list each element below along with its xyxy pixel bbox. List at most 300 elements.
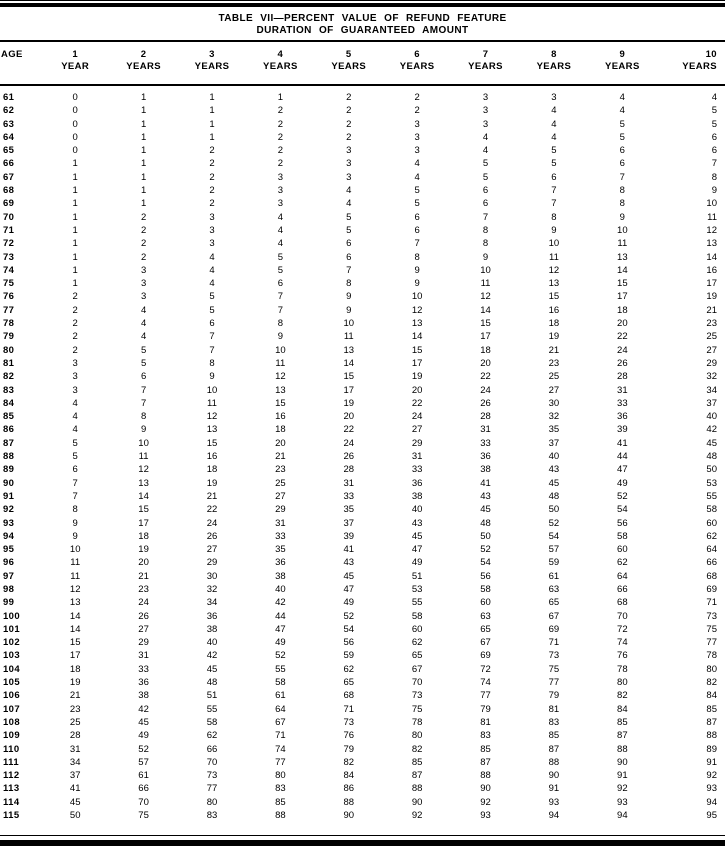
value-cell: 2	[414, 92, 420, 103]
value-cell: 2	[140, 224, 147, 236]
value-cell: 31	[617, 384, 628, 396]
table-row	[0, 357, 725, 370]
age-cell: 80	[3, 344, 15, 356]
value-cell: 69	[480, 650, 491, 662]
value-cell: 19	[206, 477, 218, 489]
age-cell: 67	[3, 171, 15, 183]
column-number-label: 8	[551, 49, 557, 60]
value-cell: 0	[72, 92, 78, 103]
value-cell: 17	[69, 650, 81, 662]
value-cell: 67	[275, 716, 286, 728]
value-cell: 77	[480, 690, 491, 702]
value-cell: 11	[138, 451, 149, 463]
value-cell: 5	[619, 118, 625, 130]
value-cell: 52	[548, 517, 560, 529]
value-cell: 36	[275, 557, 286, 569]
value-cell: 87	[706, 716, 717, 728]
value-cell: 1	[72, 224, 78, 236]
value-cell: 10	[548, 238, 560, 250]
age-cell: 88	[3, 451, 15, 463]
value-cell: 5	[414, 198, 420, 210]
value-cell: 3	[209, 238, 215, 250]
value-cell: 80	[706, 663, 717, 675]
value-cell: 2	[346, 105, 352, 117]
value-cell: 72	[480, 663, 491, 675]
value-cell: 7	[346, 264, 352, 276]
value-cell: 30	[206, 570, 218, 582]
table-row	[0, 104, 725, 117]
value-cell: 5	[72, 451, 78, 463]
value-cell: 15	[411, 344, 423, 356]
value-cell: 43	[411, 517, 423, 529]
table-row	[0, 317, 725, 330]
value-cell: 38	[275, 570, 286, 582]
value-cell: 29	[411, 437, 423, 449]
value-cell: 48	[480, 517, 491, 529]
table-row	[0, 384, 725, 397]
table-row	[0, 769, 725, 782]
value-cell: 85	[275, 796, 286, 808]
value-cell: 3	[140, 291, 147, 303]
value-cell: 13	[275, 384, 286, 396]
value-cell: 4	[140, 318, 147, 330]
age-cell: 106	[3, 690, 21, 702]
value-cell: 71	[343, 703, 355, 715]
value-cell: 7	[551, 185, 557, 197]
value-cell: 47	[617, 464, 628, 476]
table-row	[0, 290, 725, 303]
value-cell: 19	[69, 677, 81, 689]
age-cell: 83	[3, 384, 15, 396]
value-cell: 15	[69, 637, 81, 649]
value-cell: 58	[617, 530, 628, 542]
column-number-label: 9	[619, 49, 626, 60]
table-header	[0, 41, 725, 85]
value-cell: 9	[140, 424, 147, 436]
value-cell: 33	[275, 530, 286, 542]
value-cell: 2	[209, 171, 215, 183]
value-cell: 28	[69, 730, 81, 742]
value-cell: 33	[411, 464, 423, 476]
value-cell: 24	[343, 437, 355, 449]
value-cell: 56	[343, 637, 355, 649]
value-cell: 15	[617, 278, 628, 290]
value-cell: 4	[482, 131, 489, 143]
value-cell: 21	[138, 570, 149, 582]
value-cell: 17	[343, 384, 355, 396]
value-cell: 4	[72, 411, 78, 423]
value-cell: 33	[138, 663, 149, 675]
value-cell: 34	[706, 384, 717, 396]
value-cell: 4	[414, 171, 420, 183]
age-cell: 70	[3, 211, 15, 223]
value-cell: 0	[72, 118, 78, 130]
value-cell: 3	[482, 118, 489, 130]
value-cell: 70	[138, 796, 149, 808]
value-cell: 24	[138, 597, 149, 609]
value-cell: 52	[617, 490, 628, 502]
value-cell: 16	[206, 451, 218, 463]
value-cell: 5	[346, 211, 352, 223]
value-cell: 3	[277, 198, 284, 210]
column-unit-label: YEARS	[126, 61, 161, 72]
value-cell: 70	[411, 677, 423, 689]
value-cell: 71	[706, 597, 717, 609]
value-cell: 14	[343, 357, 355, 369]
table-row	[0, 517, 725, 530]
value-cell: 3	[277, 171, 284, 183]
value-cell: 6	[346, 238, 352, 250]
value-cell: 36	[138, 677, 149, 689]
value-cell: 5	[346, 224, 352, 236]
table-row	[0, 85, 725, 104]
value-cell: 10	[617, 224, 628, 236]
value-cell: 31	[343, 477, 355, 489]
value-cell: 10	[206, 384, 218, 396]
table-row	[0, 171, 725, 184]
value-cell: 6	[72, 464, 78, 476]
age-cell: 66	[3, 158, 15, 170]
value-cell: 21	[706, 304, 717, 316]
value-cell: 17	[480, 331, 491, 343]
value-cell: 2	[277, 118, 284, 130]
refund-value-table	[0, 40, 725, 822]
value-cell: 17	[617, 291, 628, 303]
value-cell: 38	[206, 623, 218, 635]
value-cell: 1	[140, 118, 147, 130]
value-cell: 4	[209, 251, 215, 263]
value-cell: 20	[411, 384, 423, 396]
value-cell: 19	[138, 544, 149, 556]
value-cell: 6	[711, 145, 717, 157]
age-cell: 68	[3, 185, 15, 197]
table-row	[0, 610, 725, 623]
value-cell: 47	[343, 583, 355, 595]
value-cell: 73	[411, 690, 423, 702]
top-thin-rule	[0, 0, 725, 1]
value-cell: 3	[72, 371, 78, 383]
value-cell: 1	[72, 238, 78, 250]
value-cell: 67	[480, 637, 491, 649]
table-row	[0, 304, 725, 317]
table-row	[0, 583, 725, 596]
year-column-header	[246, 41, 314, 85]
value-cell: 3	[551, 92, 557, 103]
value-cell: 49	[617, 477, 628, 489]
value-cell: 13	[548, 278, 560, 290]
table-row	[0, 410, 725, 423]
value-cell: 22	[343, 424, 355, 436]
column-unit-label: YEAR	[61, 61, 90, 72]
age-cell: 85	[3, 411, 15, 423]
value-cell: 2	[209, 158, 215, 170]
value-cell: 87	[411, 770, 423, 782]
value-cell: 66	[706, 557, 717, 569]
value-cell: 15	[480, 318, 491, 330]
value-cell: 80	[411, 730, 423, 742]
table-row	[0, 463, 725, 476]
table-row	[0, 743, 725, 756]
value-cell: 6	[209, 318, 215, 330]
age-cell: 102	[3, 637, 21, 649]
value-cell: 3	[209, 224, 215, 236]
value-cell: 58	[480, 583, 491, 595]
value-cell: 37	[343, 517, 355, 529]
value-cell: 3	[346, 158, 352, 170]
table-row	[0, 556, 725, 569]
value-cell: 45	[206, 663, 218, 675]
value-cell: 79	[343, 743, 355, 755]
value-cell: 21	[69, 690, 81, 702]
value-cell: 24	[617, 344, 628, 356]
value-cell: 8	[482, 224, 489, 236]
value-cell: 1	[72, 278, 78, 290]
value-cell: 38	[411, 490, 423, 502]
value-cell: 25	[706, 331, 717, 343]
age-cell: 64	[3, 131, 15, 143]
value-cell: 13	[411, 318, 423, 330]
value-cell: 35	[275, 544, 286, 556]
value-cell: 49	[275, 637, 286, 649]
value-cell: 47	[411, 544, 423, 556]
value-cell: 77	[206, 783, 218, 795]
value-cell: 60	[617, 544, 628, 556]
value-cell: 8	[619, 198, 625, 210]
value-cell: 55	[275, 663, 286, 675]
value-cell: 61	[138, 770, 149, 782]
value-cell: 9	[346, 304, 352, 316]
value-cell: 31	[69, 743, 81, 755]
value-cell: 6	[277, 278, 284, 290]
value-cell: 29	[206, 557, 218, 569]
value-cell: 52	[480, 544, 491, 556]
value-cell: 18	[617, 304, 628, 316]
value-cell: 75	[138, 810, 149, 822]
value-cell: 90	[480, 783, 491, 795]
value-cell: 51	[206, 690, 218, 702]
year-column-header	[178, 41, 246, 85]
value-cell: 83	[275, 783, 286, 795]
value-cell: 62	[206, 730, 218, 742]
value-cell: 67	[548, 610, 560, 622]
value-cell: 19	[343, 397, 355, 409]
value-cell: 69	[706, 583, 717, 595]
year-column-header	[451, 41, 519, 85]
value-cell: 6	[482, 198, 489, 210]
value-cell: 36	[617, 411, 628, 423]
value-cell: 15	[138, 504, 149, 516]
value-cell: 3	[414, 131, 420, 143]
value-cell: 1	[72, 185, 78, 197]
age-cell: 110	[3, 743, 20, 755]
value-cell: 45	[548, 477, 560, 489]
value-cell: 3	[414, 145, 420, 157]
column-number-label: 2	[140, 49, 147, 60]
value-cell: 2	[72, 304, 78, 316]
table-row	[0, 144, 725, 157]
value-cell: 88	[411, 783, 423, 795]
table-row	[0, 370, 725, 383]
value-cell: 50	[548, 504, 560, 516]
value-cell: 45	[343, 570, 355, 582]
value-cell: 11	[480, 278, 491, 290]
value-cell: 44	[617, 451, 628, 463]
value-cell: 93	[617, 796, 628, 808]
age-cell: 90	[3, 477, 15, 489]
value-cell: 50	[69, 810, 81, 822]
age-cell: 74	[3, 264, 15, 276]
value-cell: 90	[343, 810, 355, 822]
value-cell: 87	[617, 730, 628, 742]
value-cell: 6	[619, 158, 625, 170]
value-cell: 35	[343, 504, 355, 516]
value-cell: 6	[414, 211, 420, 223]
value-cell: 4	[414, 158, 420, 170]
value-cell: 2	[346, 118, 352, 130]
table-row	[0, 689, 725, 702]
age-cell: 86	[3, 424, 15, 436]
value-cell: 5	[277, 251, 284, 263]
value-cell: 3	[209, 211, 215, 223]
value-cell: 17	[138, 517, 149, 529]
value-cell: 63	[548, 583, 560, 595]
value-cell: 69	[548, 623, 560, 635]
value-cell: 78	[411, 716, 423, 728]
value-cell: 4	[140, 304, 147, 316]
value-cell: 18	[206, 464, 218, 476]
value-cell: 93	[480, 810, 491, 822]
value-cell: 5	[482, 171, 489, 183]
value-cell: 5	[482, 158, 489, 170]
value-cell: 9	[414, 278, 420, 290]
value-cell: 71	[548, 637, 560, 649]
value-cell: 9	[619, 211, 625, 223]
value-cell: 68	[343, 690, 355, 702]
value-cell: 48	[206, 677, 218, 689]
value-cell: 5	[551, 158, 557, 170]
table-row	[0, 251, 725, 264]
value-cell: 82	[617, 690, 628, 702]
column-number-label: 5	[345, 49, 352, 60]
value-cell: 25	[69, 716, 81, 728]
value-cell: 5	[551, 145, 557, 157]
value-cell: 14	[480, 304, 491, 316]
value-cell: 36	[480, 451, 491, 463]
value-cell: 18	[548, 318, 560, 330]
value-cell: 8	[72, 504, 78, 516]
value-cell: 3	[346, 171, 352, 183]
value-cell: 27	[411, 424, 423, 436]
age-cell: 63	[3, 118, 15, 130]
value-cell: 76	[617, 650, 628, 662]
value-cell: 37	[548, 437, 560, 449]
value-cell: 36	[411, 477, 423, 489]
value-cell: 80	[206, 796, 218, 808]
value-cell: 5	[277, 264, 284, 276]
age-cell: 78	[3, 318, 15, 330]
value-cell: 1	[72, 211, 78, 223]
value-cell: 20	[343, 411, 355, 423]
value-cell: 86	[343, 783, 355, 795]
value-cell: 48	[706, 451, 717, 463]
value-cell: 22	[411, 397, 423, 409]
value-cell: 26	[480, 397, 491, 409]
age-cell: 81	[3, 357, 15, 369]
value-cell: 12	[69, 583, 81, 595]
value-cell: 79	[548, 690, 560, 702]
year-column-header	[657, 41, 725, 85]
value-cell: 1	[140, 198, 147, 210]
value-cell: 40	[411, 504, 423, 516]
column-unit-label: YEARS	[399, 61, 435, 72]
value-cell: 8	[346, 278, 352, 290]
value-cell: 7	[277, 291, 284, 303]
value-cell: 45	[69, 796, 81, 808]
age-cell: 92	[3, 504, 15, 516]
value-cell: 7	[140, 397, 147, 409]
value-cell: 85	[480, 743, 491, 755]
value-cell: 2	[277, 145, 284, 157]
value-cell: 2	[72, 318, 78, 330]
table-row	[0, 716, 725, 729]
value-cell: 2	[346, 131, 352, 143]
value-cell: 8	[209, 357, 215, 369]
age-cell: 61	[3, 92, 15, 103]
value-cell: 8	[711, 171, 717, 183]
value-cell: 88	[548, 756, 560, 768]
value-cell: 14	[138, 490, 149, 502]
value-cell: 1	[209, 92, 215, 103]
value-cell: 12	[548, 264, 560, 276]
value-cell: 66	[206, 743, 218, 755]
value-cell: 43	[343, 557, 355, 569]
value-cell: 20	[617, 318, 628, 330]
value-cell: 54	[617, 504, 628, 516]
value-cell: 59	[343, 650, 355, 662]
table-row	[0, 649, 725, 662]
value-cell: 15	[343, 371, 355, 383]
value-cell: 66	[138, 783, 149, 795]
value-cell: 12	[411, 304, 423, 316]
value-cell: 7	[711, 158, 717, 170]
value-cell: 65	[411, 650, 423, 662]
value-cell: 7	[72, 477, 78, 489]
value-cell: 4	[72, 397, 78, 409]
value-cell: 29	[275, 504, 286, 516]
value-cell: 73	[343, 716, 355, 728]
value-cell: 58	[206, 716, 218, 728]
year-column-header	[41, 41, 109, 85]
value-cell: 89	[706, 743, 717, 755]
value-cell: 8	[414, 251, 420, 263]
column-number-label: 10	[705, 49, 717, 60]
value-cell: 43	[480, 490, 491, 502]
age-cell: 87	[3, 437, 15, 449]
value-cell: 82	[706, 677, 717, 689]
value-cell: 15	[548, 291, 560, 303]
value-cell: 81	[480, 716, 491, 728]
value-cell: 12	[706, 224, 717, 236]
value-cell: 17	[706, 278, 717, 290]
value-cell: 73	[706, 610, 717, 622]
value-cell: 21	[275, 451, 286, 463]
value-cell: 79	[480, 703, 491, 715]
value-cell: 18	[480, 344, 491, 356]
value-cell: 2	[414, 105, 420, 117]
value-cell: 75	[706, 623, 717, 635]
value-cell: 38	[138, 690, 149, 702]
value-cell: 37	[69, 770, 81, 782]
